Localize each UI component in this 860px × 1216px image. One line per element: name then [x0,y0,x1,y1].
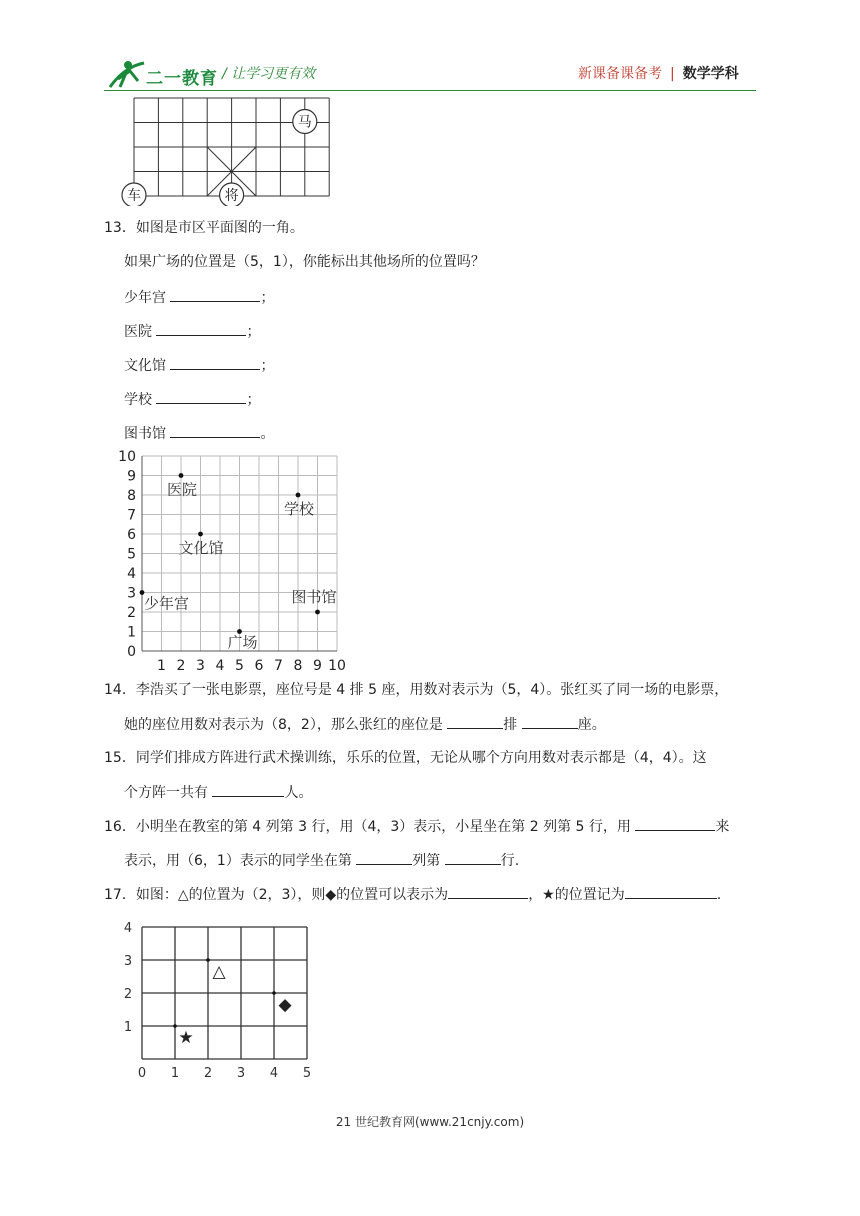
logo-text: 二一教育 [146,69,218,89]
answer-blank[interactable] [447,714,503,729]
q16-line2-c: 行. [500,853,520,869]
map-point-dot [198,532,203,537]
chess-piece-label: 马 [297,114,312,131]
map-y-tick-label: 3 [127,585,136,602]
answer-blank[interactable] [522,714,578,729]
q16-line2-a: 表示，用（6，1）表示的同学坐在第 [124,853,357,869]
map-point-dot [179,473,184,478]
map-point-label: 图书馆 [291,588,337,606]
grid-y-tick-label: 2 [123,987,133,1002]
chess-piece-label: 将 [224,188,239,204]
grid-point-symbol: △ [212,962,226,982]
q17-number: 17． [104,887,136,903]
map-y-tick-label: 1 [127,624,136,641]
grid-y-tick-label: 1 [123,1020,133,1035]
q14-line2 [124,714,606,735]
q15-line1-text: 同学们排成方阵进行武术操训练，乐乐的位置，无论从哪个方向用数对表示都是（4，4）。这 [135,750,707,766]
map-point-label: 少年宫 [144,594,190,613]
q14-line2-c: 座。 [577,717,606,733]
map-point-label: 学校 [284,500,315,518]
symbol-position-grid-chart [118,914,322,1084]
q13-item-hospital [124,321,260,342]
answer-blank[interactable] [356,850,412,865]
map-y-tick-label: 10 [118,449,136,465]
grid-point-dot [206,958,210,962]
q14-line2-a: 她的座位用数对表示为（8，2），那么张红的座位是 [124,717,448,733]
answer-blank[interactable] [170,287,260,302]
grid-point-symbol: ◆ [278,995,292,1015]
q13-item-label: 少年宫 [124,290,166,306]
q17-text-a: 如图：△的位置为（2，3），则◆的位置可以表示为 [135,887,449,903]
q13-item-school [124,389,260,410]
q13-item-culture-hall [124,355,274,376]
answer-blank[interactable] [212,782,284,797]
header-subject-label: 数学学科 [682,66,739,82]
q16-line1-b: 来 [715,819,730,835]
grid-x-tick-label: 4 [269,1066,279,1081]
chess-board-diagram [118,94,368,206]
map-x-tick-label: 7 [274,658,283,672]
map-x-tick-label: 4 [215,658,225,672]
header-separator: | [670,66,675,82]
q15-number: 15． [104,750,136,766]
map-y-tick-label: 9 [127,468,136,485]
map-y-tick-label: 8 [127,488,136,504]
map-x-tick-label: 10 [328,658,346,672]
grid-point-dot [173,1024,177,1028]
header-right [578,63,739,83]
q14-line1-text: 李浩买了一张电影票，座位号是 4 排 5 座，用数对表示为（5，4）。张红买了同一场的电影票， [135,682,729,698]
answer-blank[interactable] [156,389,246,404]
q14-number: 14． [104,682,136,698]
q13-question: 如果广场的位置是（5，1），你能标出其他场所的位置吗？ [124,254,485,270]
map-y-tick-label: 4 [127,566,136,582]
grid-x-tick-label: 5 [302,1066,312,1081]
q15-line1 [104,748,707,768]
map-point-label: 广场 [227,633,258,652]
position-grid [142,927,307,1059]
map-y-tick-label: 2 [127,605,136,621]
q13-item-youth-palace [124,287,274,308]
header-divider [104,90,756,91]
q13-item-label: 医院 [124,324,152,340]
answer-blank[interactable] [448,884,528,899]
map-point-dot [296,493,301,498]
q13-item-end: ； [246,392,261,408]
chess-pieces [122,110,317,207]
q17-text-c: . [716,887,722,903]
slogan: / 让学习更有效 [222,66,316,82]
q13-item-end: ； [260,290,275,306]
map-x-tick-label: 5 [235,658,244,672]
grid-x-tick-label: 3 [236,1066,246,1081]
q13-item-library [124,423,274,444]
answer-blank[interactable] [156,321,246,336]
q13-item-end: 。 [260,426,275,442]
map-point-label: 文化馆 [178,539,224,557]
q13-item-label: 学校 [124,392,152,408]
grid-y-tick-label: 3 [123,954,133,969]
answer-blank[interactable] [445,850,501,865]
page-footer: 21 世纪教育网(www.21cnjy.com) [335,1115,525,1129]
map-x-tick-label: 1 [157,658,166,672]
q13-stem-text: 如图是市区平面图的一角。 [135,220,304,236]
map-y-tick-label: 7 [127,507,136,524]
q17-line [104,884,721,905]
answer-blank[interactable] [170,423,260,438]
q17-text-b: ，★的位置记为 [528,887,625,903]
q16-line2-b: 列第 [412,853,445,869]
q14-line1 [104,680,728,700]
grid-x-tick-label: 1 [170,1066,180,1081]
map-y-tick-label: 6 [127,527,136,543]
q13-number: 13． [104,220,136,236]
map-x-tick-label: 9 [313,658,322,672]
map-point-dot [315,610,320,615]
map-y-tick-label: 5 [127,546,136,563]
header-course-label: 新课备课备考 [578,66,662,82]
q13-item-label: 图书馆 [124,426,166,442]
map-x-tick-label: 6 [254,658,264,672]
grid-x-tick-label: 2 [203,1066,213,1081]
answer-blank[interactable] [170,355,260,370]
q16-line2 [124,850,519,871]
grid-point-dot [272,991,276,995]
map-point-label: 医院 [167,480,198,499]
q15-line2-a: 个方阵一共有 [124,785,213,801]
map-x-tick-label: 8 [293,658,303,672]
q13-item-end: ； [260,358,275,374]
answer-blank[interactable] [625,884,717,899]
q13-item-end: ； [246,324,261,340]
q15-line2-b: 人。 [284,785,313,801]
q16-number: 16． [104,819,136,835]
q13-stem [104,218,304,238]
grid-y-tick-label: 4 [123,921,133,936]
map-x-tick-label: 3 [196,658,205,672]
grid-x-tick-label: 0 [137,1066,147,1081]
grid-point-symbol: ★ [178,1028,194,1048]
q14-line2-b: 排 [503,717,522,733]
map-x-tick-label: 2 [176,658,186,672]
map-points [140,473,337,651]
q15-line2 [124,782,312,803]
map-y-tick-label: 0 [127,644,136,660]
page-header [0,0,860,92]
q16-line1 [104,816,729,837]
chess-piece-label: 车 [127,188,141,204]
city-map-grid-chart [112,446,352,672]
q16-line1-a: 小明坐在教室的第 4 列第 3 行，用（4，3）表示，小星坐在第 2 列第 5 行，用 [135,819,636,835]
q13-item-label: 文化馆 [124,358,166,374]
answer-blank[interactable] [635,816,715,831]
